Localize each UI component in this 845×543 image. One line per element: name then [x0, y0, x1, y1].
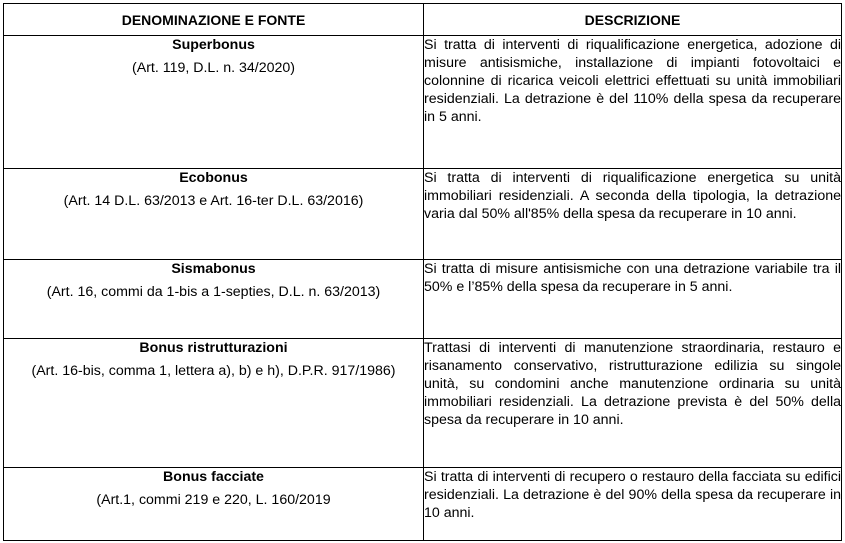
bonus-source: (Art.1, commi 219 e 220, L. 160/2019	[96, 492, 331, 508]
name-cell	[4, 36, 424, 169]
name-cell	[4, 260, 424, 339]
bonus-name: Ecobonus	[179, 170, 248, 186]
bonus-name: Bonus ristrutturazioni	[139, 340, 288, 356]
table-row	[4, 468, 842, 541]
name-cell	[4, 468, 424, 541]
bonus-source: (Art. 16-bis, comma 1, lettera a), b) e h), D.P.R. 917/1986)	[31, 363, 396, 379]
bonus-table	[3, 3, 842, 541]
table-header-row	[4, 4, 842, 36]
table-row	[4, 339, 842, 468]
header-name-source: DENOMINAZIONE E FONTE	[4, 4, 424, 36]
bonus-source: (Art. 16, commi da 1-bis a 1-septies, D.L. n. 63/2013)	[46, 284, 381, 300]
description-cell: Si tratta di interventi di riqualificazione energetica, adozione di misure antisismiche, installazione di impianti fotovoltaici e colonnine di ricarica veicoli elettrici effettuati su unità immobiliari residenziali. La detrazione è del 110% della spesa da recuperare in 5 anni.	[424, 36, 842, 169]
description-cell: Si tratta di interventi di riqualificazione energetica su unità immobiliari residenziali. A seconda della tipologia, la detrazione varia dal 50% all'85% della spesa da recuperare in 10 anni.	[424, 169, 842, 260]
bonus-source: (Art. 119, D.L. n. 34/2020)	[132, 60, 295, 76]
name-cell	[4, 339, 424, 468]
description-cell: Trattasi di interventi di manutenzione straordinaria, restauro e risanamento conservativo, ristrutturazione edilizia su singole unità, su condomini anche manutenzione ordinaria su unità immobiliari residenziali. La detrazione prevista è del 50% della spesa da recuperare in 10 anni.	[424, 339, 842, 468]
table-row	[4, 169, 842, 260]
header-description: DESCRIZIONE	[424, 4, 842, 36]
table-row	[4, 36, 842, 169]
description-cell: Si tratta di misure antisismiche con una detrazione variabile tra il 50% e l’85% della spesa da recuperare in 5 anni.	[424, 260, 842, 339]
bonus-name: Sismabonus	[171, 261, 256, 277]
table-row	[4, 260, 842, 339]
description-cell: Si tratta di interventi di recupero o restauro della facciata su edifici residenziali. La detrazione è del 90% della spesa da recuperare in 10 anni.	[424, 468, 842, 541]
bonus-source: (Art. 14 D.L. 63/2013 e Art. 16-ter D.L. 63/2016)	[63, 193, 364, 209]
bonus-name: Superbonus	[172, 37, 255, 53]
bonus-name: Bonus facciate	[163, 469, 264, 485]
name-cell	[4, 169, 424, 260]
